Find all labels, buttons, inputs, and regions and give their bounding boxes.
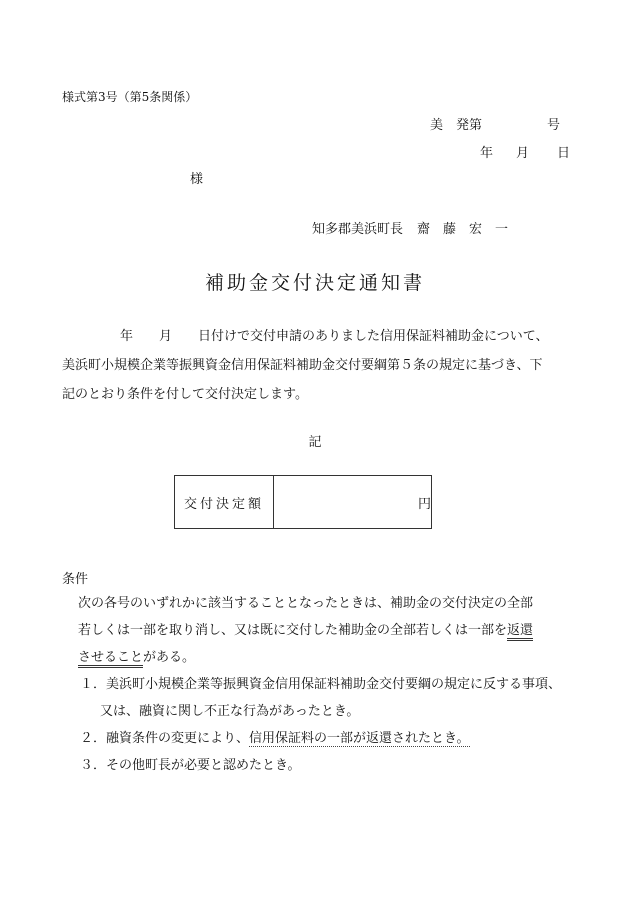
condition-item-1: １．美浜町小規模企業等振興資金信用保証料補助金交付要綱の規定に反する事項、	[80, 677, 562, 692]
amount-value: 円	[274, 476, 432, 529]
form-number: 様式第3号（第5条関係）	[62, 90, 198, 104]
body-line-3: 記のとおり条件を付して交付決定します。	[62, 387, 308, 402]
condition-item-1-cont: 又は、融資に関し不正な行為があったとき。	[100, 704, 360, 719]
conditions-intro-line-1: 次の各号のいずれかに該当することとなったときは、補助金の交付決定の全部	[78, 596, 534, 611]
issuer-name: 齋 藤 宏 一	[417, 222, 509, 237]
conditions-heading: 条件	[62, 572, 89, 587]
condition-item-3: ３．その他町長が必要と認めたとき。	[80, 758, 301, 773]
issuer	[312, 218, 508, 237]
date-year: 年	[480, 146, 494, 161]
amount-label: 交付決定額	[175, 476, 274, 529]
ki-heading: 記	[308, 435, 322, 450]
date-day: 日	[557, 146, 571, 161]
document-title: 補助金交付決定通知書	[204, 272, 425, 294]
underlined-item-2: 信用保証料の一部が返還されたとき。	[249, 731, 470, 746]
recipient: 様	[190, 172, 204, 187]
document-number-suffix: 号	[547, 118, 561, 133]
condition-item-2-text: ２．融資条件の変更により、	[80, 731, 250, 746]
document-number-prefix: 美 発第	[430, 118, 483, 133]
body-paragraph	[62, 322, 602, 409]
underlined-henkan: 返還	[507, 623, 533, 641]
issuer-title: 知多郡美浜町長	[312, 222, 404, 237]
amount-table	[174, 475, 432, 529]
conditions-intro-line-3-text: がある。	[143, 650, 196, 665]
condition-item-2	[62, 725, 561, 752]
body-line-1: 年 月 日付けで交付申請のありました信用保証料補助金について、	[120, 329, 549, 344]
underlined-saserukoto: させること	[78, 650, 143, 668]
conditions-text	[62, 590, 561, 779]
conditions-intro-line-2-text: 若しくは一部を取り消し、又は既に交付した補助金の全部若しくは一部を	[78, 623, 508, 638]
conditions-intro-line-3	[62, 644, 561, 671]
conditions-intro-line-2	[62, 617, 561, 644]
body-line-2: 美浜町小規模企業等振興資金信用保証料補助金交付要綱第５条の規定に基づき、下	[62, 358, 543, 373]
date-month: 月	[516, 146, 530, 161]
